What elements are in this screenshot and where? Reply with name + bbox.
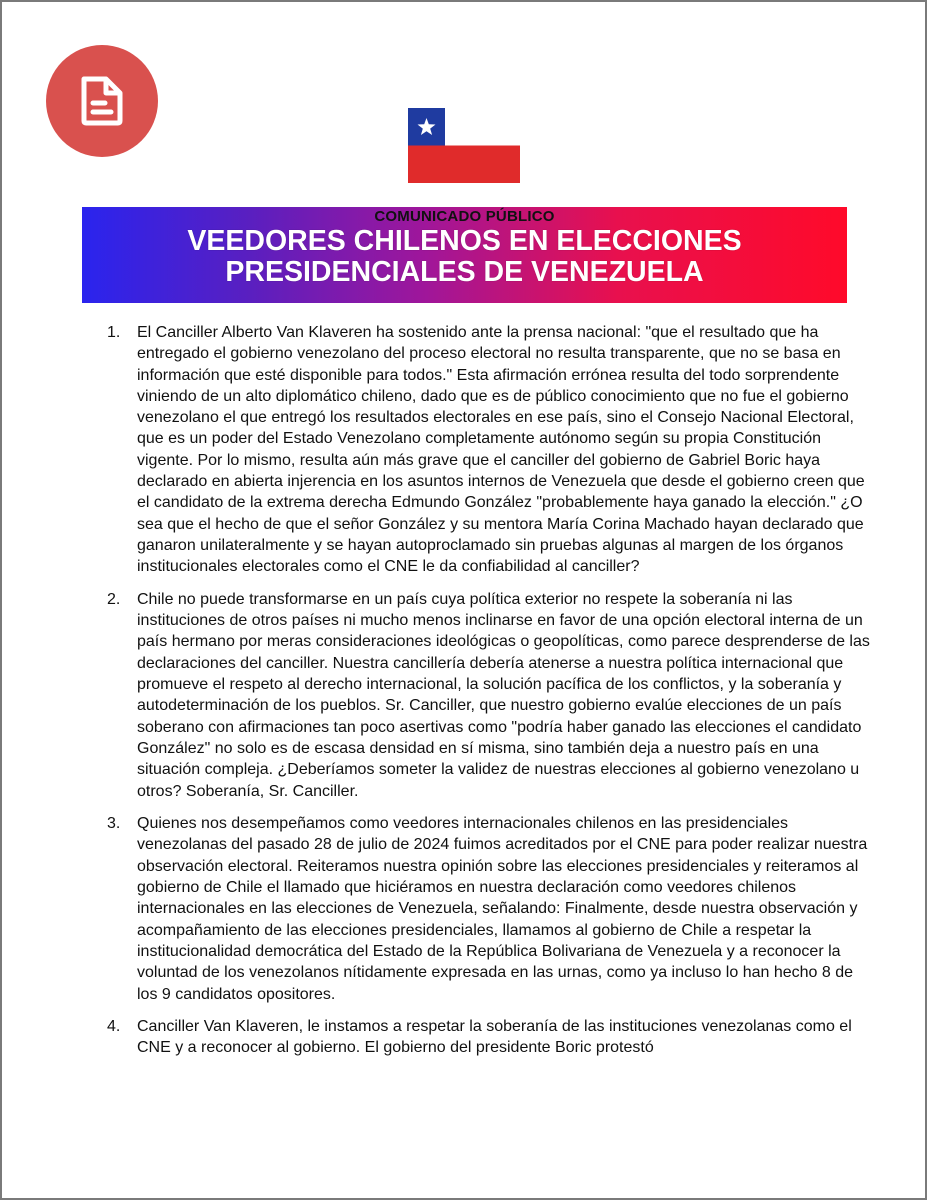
point-item bbox=[107, 589, 877, 802]
banner-title-line2: PRESIDENCIALES DE VENEZUELA bbox=[225, 256, 704, 288]
point-item bbox=[107, 813, 877, 1005]
document-icon bbox=[78, 73, 126, 129]
chile-flag-icon bbox=[408, 108, 520, 183]
point-text: Canciller Van Klaveren, le instamos a respetar la soberanía de las instituciones venezolanas como el CNE y a reconocer al gobierno. El gobierno del presidente Boric protestó bbox=[137, 1018, 852, 1057]
point-text: El Canciller Alberto Van Klaveren ha sostenido ante la prensa nacional: "que el resultado que ha entregado el gobierno venezolano del proceso electoral no resulta transparente, que no se basa en información que esté disponible para todos." Esta afirmación errónea resulta del todo sorprendente viniendo de un alto diplomático chileno, dado que es de público conocimiento que no fue el gobierno venezolano el que entregó los resultados electorales en ese país, sino el Consejo Nacional Electoral, que es un poder del Estado Venezolano completamente autónomo según su propia Constitución vigente. Por lo mismo, resulta aún más grave que el canciller del gobierno de Gabriel Boric haya declarado en abierta injerencia en los asuntos internos de Venezuela que desde el gobierno creen que el candidato de la extrema derecha Edmundo González "probablemente haya ganado la elección." ¿O sea que el hecho de que el señor González y su mentora María Corina Machado hayan declarado que ganaron unilateralmente y se hayan autoproclamado sin pruebas algunas al margen de los órganos institucionales electorales como el CNE le da confiabilidad al canciller? bbox=[137, 324, 865, 576]
point-number: 3. bbox=[107, 815, 121, 833]
statement-points-list bbox=[107, 322, 877, 1070]
point-number: 2. bbox=[107, 590, 121, 608]
point-item bbox=[107, 322, 877, 578]
point-number: 1. bbox=[107, 324, 121, 341]
point-item bbox=[107, 1016, 877, 1059]
point-number: 4. bbox=[107, 1018, 121, 1036]
title-banner bbox=[82, 207, 847, 303]
banner-title-line1: VEEDORES CHILENOS EN ELECCIONES bbox=[187, 225, 742, 257]
document-badge[interactable] bbox=[46, 45, 158, 157]
point-text: Chile no puede transformarse en un país cuya política exterior no respete la soberanía ni las instituciones de otros países ni mucho menos inclinarse en favor de una opción electoral interna de un país hermano por meras consideraciones ideológicas o geopolíticas, como parece desprenderse de las declaraciones del canciller. Nuestra cancillería debería atenerse a nuestra política internacional que promueve el respeto al derecho internacional, la solución pacífica de los conflictos, y la soberanía y autodeterminación de los pueblos. Sr. Canciller, que nuestro gobierno evalúe elecciones de un país soberano con afirmaciones tan poco asertivas como "podría haber ganado las elecciones el candidato González" no solo es de escasa densidad en sí misma, sino también deja a nuestro país en una situación compleja. ¿Deberíamos someter la validez de nuestras elecciones al gobierno venezolano u otros? Soberanía, Sr. Canciller. bbox=[137, 590, 870, 800]
point-text: Quienes nos desempeñamos como veedores internacionales chilenos en las presidenciales venezolanas del pasado 28 de julio de 2024 fuimos acreditados por el CNE para poder realizar nuestra observación electoral. Reiteramos nuestra opinión sobre las elecciones presidenciales y reiteramos al gobierno de Chile el llamado que hiciéramos en nuestra declaración como veedores chilenos internacionales en las elecciones de Venezuela, señalando: Finalmente, desde nuestra observación y acompañamiento de las elecciones presidenciales, llamamos al gobierno de Chile a respetar la institucionalidad democrática del Estado de la República Bolivariana de Venezuela y a reconocer la voluntad de los venezolanos nítidamente expresada en las urnas, como ya incluso lo han hecho 8 de los 9 candidatos opositores. bbox=[137, 815, 868, 1003]
banner-subtitle: COMUNICADO PÚBLICO bbox=[374, 208, 555, 225]
